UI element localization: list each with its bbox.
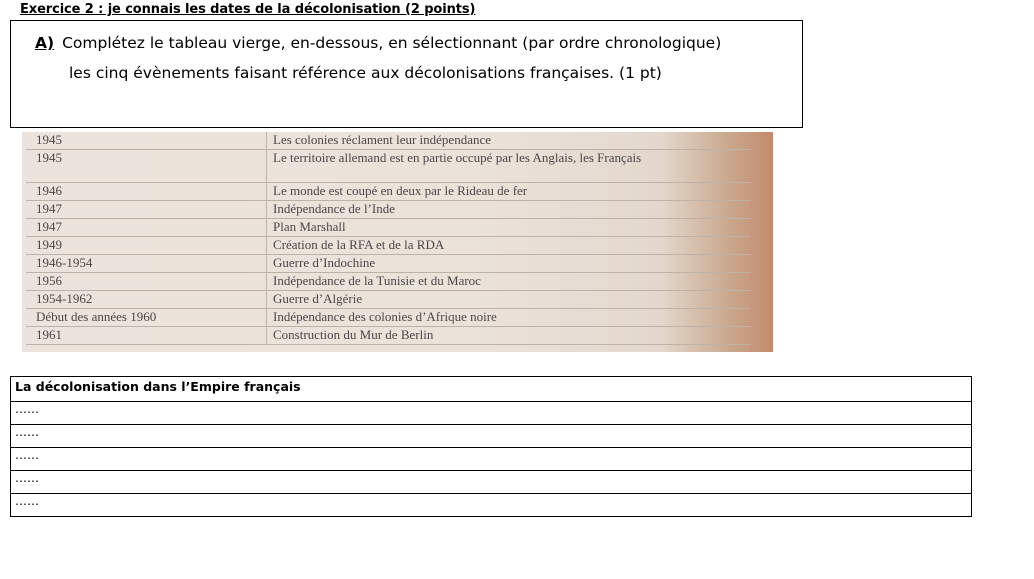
instruction-box: [10, 20, 803, 128]
answer-cell[interactable]: ……: [11, 494, 972, 517]
exercise-title: Exercice 2 : je connais les dates de la décolonisation (2 points): [20, 2, 476, 17]
instruction-line-2: les cinq évènements faisant référence aux décolonisations françaises. (1 pt): [69, 64, 662, 82]
answer-cell[interactable]: ……: [11, 471, 972, 494]
event-date: 1946: [26, 183, 267, 201]
table-row: [26, 273, 751, 291]
event-date: 1954-1962: [26, 291, 267, 309]
event-description: Plan Marshall: [267, 219, 752, 237]
event-date: 1947: [26, 219, 267, 237]
events-scan-image: [22, 132, 773, 352]
table-row: [26, 132, 751, 150]
table-row: [26, 327, 751, 345]
event-date: Début des années 1960: [26, 309, 267, 327]
event-date: 1946-1954: [26, 255, 267, 273]
instruction-text-1: Complétez le tableau vierge, en-dessous, en sélectionnant (par ordre chronologique): [62, 34, 722, 52]
table-row: [26, 183, 751, 201]
event-date: 1945: [26, 150, 267, 183]
events-table: [26, 132, 751, 345]
event-description: Création de la RFA et de la RDA: [267, 237, 752, 255]
answer-table-header: La décolonisation dans l’Empire français: [11, 377, 972, 402]
event-description: Construction du Mur de Berlin: [267, 327, 752, 345]
event-description: Indépendance de l’Inde: [267, 201, 752, 219]
answer-cell[interactable]: ……: [11, 448, 972, 471]
table-row: [26, 237, 751, 255]
table-row: [26, 150, 751, 183]
table-row: [26, 309, 751, 327]
event-date: 1956: [26, 273, 267, 291]
instruction-letter: A): [35, 34, 55, 52]
event-date: 1945: [26, 132, 267, 150]
table-row: [26, 291, 751, 309]
event-description: Guerre d’Indochine: [267, 255, 752, 273]
table-row: [26, 201, 751, 219]
event-description: Les colonies réclament leur indépendance: [267, 132, 752, 150]
event-description: Indépendance des colonies d’Afrique noire: [267, 309, 752, 327]
table-row: [26, 219, 751, 237]
event-date: 1949: [26, 237, 267, 255]
event-date: 1947: [26, 201, 267, 219]
answer-cell[interactable]: ……: [11, 402, 972, 425]
instruction-line-1: [35, 34, 721, 52]
event-description: Indépendance de la Tunisie et du Maroc: [267, 273, 752, 291]
answer-cell[interactable]: ……: [11, 425, 972, 448]
event-description: Le monde est coupé en deux par le Rideau de fer: [267, 183, 752, 201]
event-description: Le territoire allemand est en partie occupé par les Anglais, les Français: [267, 150, 752, 183]
event-date: 1961: [26, 327, 267, 345]
answer-table: [10, 376, 972, 517]
event-description: Guerre d’Algérie: [267, 291, 752, 309]
table-row: [26, 255, 751, 273]
